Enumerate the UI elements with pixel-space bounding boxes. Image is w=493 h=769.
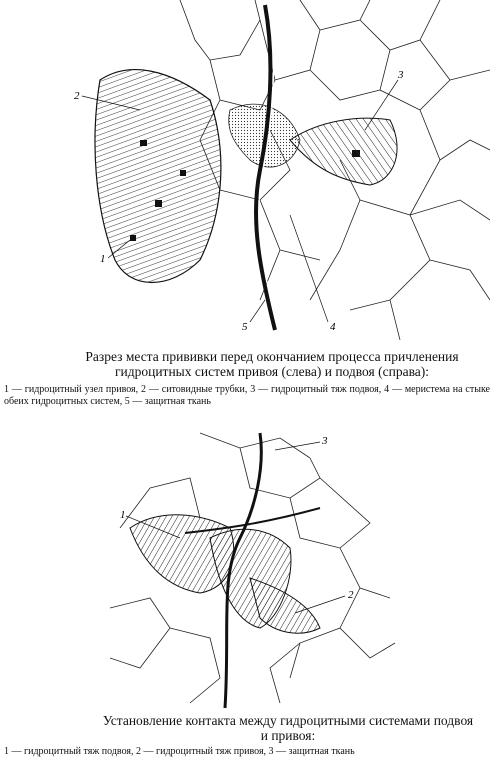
- label-1: 1: [120, 509, 126, 521]
- figure2-caption: Установление контакта между гидроцитными системами подвоя и привоя:: [102, 713, 474, 743]
- label-5: 5: [242, 321, 248, 333]
- sieve-tube-region: [95, 70, 221, 283]
- hydrocyte-strand: [290, 118, 397, 185]
- contact-illustration: [90, 428, 400, 710]
- figure1-caption: Разрез места прививки перед окончанием процесса причленения гидроцитных систем привоя (слева) и подвоя (справа):: [85, 349, 459, 379]
- graft-section-illustration: [60, 0, 490, 345]
- figure2-legend: 1 — гидроцитный тяж подвоя, 2 — гидроцитный тяж привоя, 3 — защитная ткань: [4, 746, 355, 757]
- figure1-legend: 1 — гидроцитный узел привоя, 2 — ситовидные трубки, 3 — гидроцитный тяж подвоя, 4 — меристема на стыке обеих гидроцитных систем, 5 — защитная ткань: [4, 384, 490, 407]
- label-3: 3: [322, 435, 328, 447]
- label-2: 2: [348, 589, 354, 601]
- label-4: 4: [330, 321, 336, 333]
- label-2: 2: [74, 90, 80, 102]
- label-3: 3: [398, 69, 404, 81]
- label-1: 1: [100, 253, 106, 265]
